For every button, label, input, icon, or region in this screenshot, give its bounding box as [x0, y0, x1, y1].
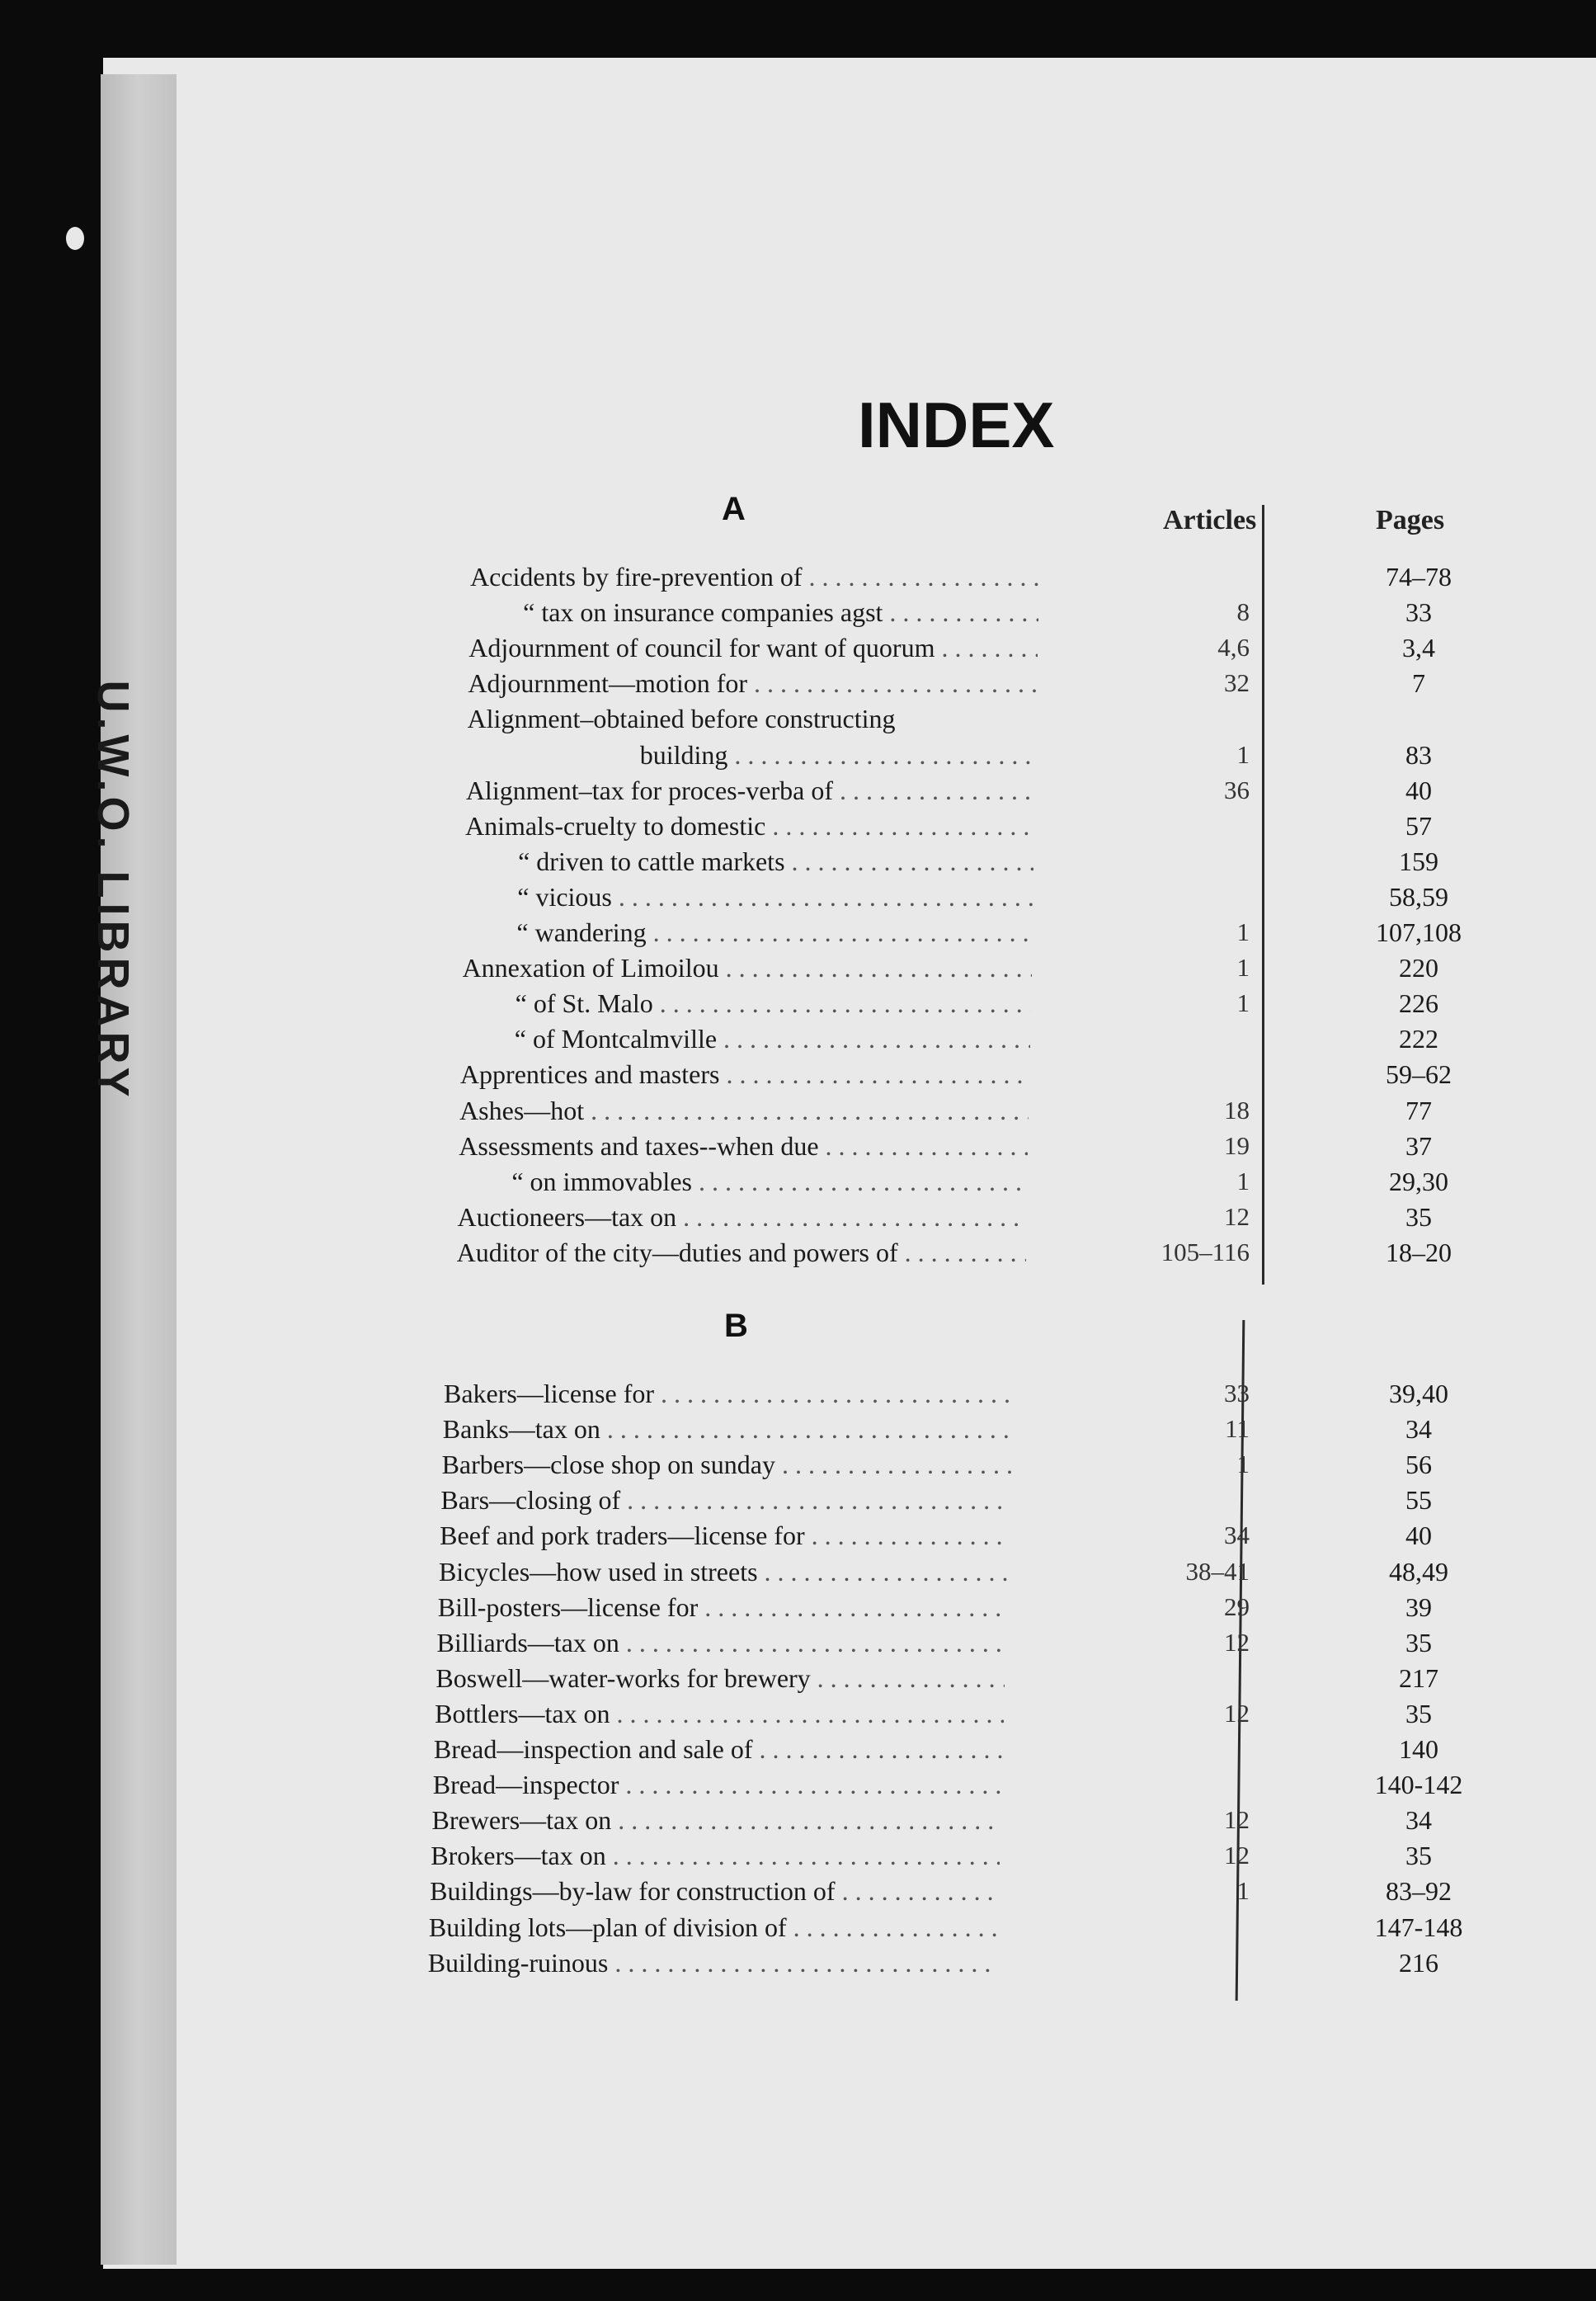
entry-text: “ wandering . . .: [516, 915, 1032, 950]
index-entry: [431, 1838, 1462, 1873]
index-entry: [463, 950, 1494, 985]
entry-pages: 7: [1411, 668, 1425, 699]
entry-articles: 12: [1223, 1201, 1250, 1231]
entry-articles: 1: [1236, 988, 1250, 1018]
entry-text: Bicycles—how used in streets . . .: [439, 1554, 1008, 1589]
entry-articles: 12: [1223, 1841, 1250, 1870]
articles-column-header: Articles: [1163, 505, 1257, 535]
entry-text: Animals-cruelty to domestic . . .: [465, 809, 1034, 843]
entry-text: Apprentices and masters . . .: [460, 1057, 1029, 1092]
scan-speck: [66, 227, 84, 250]
index-entry: [460, 1057, 1491, 1092]
entry-pages: 40: [1405, 1521, 1432, 1551]
entry-pages: 39,40: [1389, 1379, 1448, 1408]
entry-articles: 34: [1223, 1521, 1250, 1550]
index-entry: [468, 701, 1499, 736]
entry-pages: 226: [1398, 988, 1438, 1019]
index-entry: [430, 1874, 1461, 1908]
index-entry: [428, 1945, 1459, 1980]
index-entry: [438, 1590, 1469, 1624]
entry-pages: 159: [1398, 846, 1438, 876]
entry-text: Banks—tax on . . .: [443, 1412, 1012, 1446]
index-entry: [457, 1200, 1488, 1234]
entry-pages: 55: [1405, 1485, 1432, 1516]
entry-text: “ of Montcalmville . . .: [515, 1021, 1030, 1056]
book-spine: [101, 74, 177, 2265]
entry-text: Barbers—close shop on sunday . . .: [442, 1447, 1011, 1482]
entry-articles: 19: [1223, 1130, 1250, 1160]
index-entry: [467, 738, 1498, 772]
entry-pages: 74–78: [1386, 562, 1452, 592]
entry-articles: 1: [1236, 917, 1250, 946]
index-entry: [461, 1021, 1492, 1056]
entry-articles: 4,6: [1217, 633, 1250, 662]
entry-articles: 11: [1225, 1414, 1250, 1444]
entry-text: Bread—inspector . . .: [433, 1767, 1002, 1802]
entry-pages: 83: [1405, 739, 1432, 770]
entry-pages: 83–92: [1385, 1876, 1452, 1907]
entry-text: Bread—inspection and sale of . . .: [434, 1732, 1003, 1766]
entry-text: Buildings—by-law for construction of . . .: [430, 1874, 999, 1908]
index-entry: [432, 1803, 1463, 1837]
entry-text: Assessments and taxes--when due . . .: [459, 1129, 1028, 1163]
entry-pages: 216: [1398, 1947, 1438, 1978]
entry-text: building . . .: [640, 738, 1036, 772]
entry-pages: 140: [1398, 1734, 1438, 1764]
entry-text: Adjournment—motion for . . .: [468, 666, 1037, 700]
entry-articles: 12: [1223, 1698, 1250, 1728]
entry-articles: 105–116: [1161, 1237, 1250, 1266]
entry-text: Building-ruinous . . .: [428, 1945, 997, 1980]
index-entry: [459, 1129, 1490, 1163]
entry-articles: 12: [1223, 1805, 1250, 1835]
entry-articles: 33: [1224, 1379, 1250, 1407]
index-entry: [435, 1696, 1466, 1731]
index-entry: [462, 986, 1493, 1021]
entry-articles: 1: [1236, 1166, 1250, 1195]
entry-pages: 33: [1405, 597, 1432, 628]
entry-pages: 140-142: [1374, 1770, 1463, 1800]
section-letter-a: A: [722, 491, 746, 527]
entry-pages: 59–62: [1385, 1059, 1452, 1090]
index-entry: [440, 1483, 1471, 1517]
entry-text: Ashes—hot . . .: [459, 1093, 1029, 1128]
index-entry: [465, 809, 1496, 843]
index-entry: [466, 773, 1497, 808]
index-entry: [442, 1447, 1473, 1482]
entry-pages: 220: [1398, 953, 1438, 983]
entry-pages: 35: [1405, 1698, 1432, 1728]
entry-text: Building lots—plan of division of . . .: [429, 1910, 998, 1945]
entry-articles: 12: [1223, 1627, 1250, 1657]
entry-pages: 39: [1405, 1591, 1432, 1622]
pages-column-header: Pages: [1376, 505, 1445, 535]
entry-pages: 57: [1405, 810, 1432, 841]
entry-text: “ driven to cattle markets . . .: [518, 844, 1033, 879]
index-entry: [435, 1661, 1467, 1695]
entry-text: Brewers—tax on . . .: [432, 1803, 1001, 1837]
index-entry: [440, 1518, 1471, 1553]
entry-articles: 1: [1236, 739, 1250, 769]
entry-pages: 40: [1405, 775, 1432, 805]
index-entry: [437, 1625, 1468, 1660]
entry-text: “ tax on insurance companies agst . . .: [523, 595, 1038, 629]
entry-pages: 34: [1405, 1414, 1432, 1445]
index-entry: [459, 1093, 1490, 1128]
entry-articles: 1: [1236, 1876, 1250, 1906]
index-entry: [468, 666, 1499, 700]
entry-pages: 58,59: [1388, 881, 1448, 912]
index-entry: [469, 595, 1500, 629]
entry-text: Bars—closing of . . .: [440, 1483, 1010, 1517]
index-entry: [464, 879, 1495, 914]
entry-text: Billiards—tax on . . .: [437, 1625, 1006, 1660]
entry-text: Brokers—tax on . . .: [431, 1838, 1000, 1873]
index-entry: [463, 915, 1494, 950]
entry-articles: 32: [1223, 668, 1250, 698]
index-entry: [458, 1164, 1489, 1199]
entry-text: Auctioneers—tax on . . .: [457, 1200, 1026, 1234]
entry-pages: 48,49: [1388, 1556, 1448, 1587]
entry-pages: 107,108: [1375, 917, 1462, 947]
entry-pages: 18–20: [1385, 1237, 1452, 1267]
index-entry: [443, 1412, 1474, 1446]
entry-text: Alignment–tax for proces-verba of . . .: [466, 773, 1035, 808]
entry-text: Beef and pork traders—license for . . .: [440, 1518, 1009, 1553]
entry-text: Bill-posters—license for . . .: [438, 1590, 1007, 1624]
entry-pages: 147-148: [1374, 1912, 1463, 1942]
index-entry: [428, 1910, 1463, 1945]
index-entry: [464, 844, 1495, 879]
entry-text: Bottlers—tax on . . .: [435, 1696, 1004, 1731]
entry-pages: 34: [1405, 1805, 1432, 1836]
entry-articles: 1: [1236, 1450, 1250, 1479]
entry-pages: 29,30: [1388, 1166, 1448, 1196]
index-entry: [439, 1554, 1470, 1589]
entry-articles: 36: [1223, 775, 1250, 804]
entry-pages: 37: [1405, 1130, 1432, 1161]
section-letter-b: B: [724, 1308, 748, 1344]
library-stamp: U.W.O. LIBRARY: [88, 680, 138, 1102]
entry-pages: 222: [1398, 1024, 1438, 1054]
entry-text: Accidents by fire-prevention of . . .: [470, 559, 1039, 594]
entry-text: Annexation of Limoilou . . .: [463, 950, 1032, 985]
entry-text: “ vicious . . .: [517, 879, 1033, 914]
entry-pages: 77: [1405, 1095, 1432, 1125]
index-entry: [434, 1732, 1465, 1766]
entry-text: “ of St. Malo . . .: [516, 986, 1031, 1021]
page-title: INDEX: [858, 389, 1055, 461]
entry-pages: 3,4: [1401, 633, 1435, 663]
entry-text: Boswell—water-works for brewery . . .: [435, 1661, 1005, 1695]
entry-text: Adjournment of council for want of quorum . . .: [468, 630, 1038, 665]
entry-pages: 56: [1405, 1450, 1432, 1480]
index-entry: [468, 630, 1499, 665]
entry-pages: 35: [1405, 1841, 1432, 1871]
entry-articles: 38–41: [1185, 1556, 1250, 1586]
entry-articles: 8: [1236, 597, 1250, 627]
entry-text: “ on immovables . . .: [511, 1164, 1027, 1199]
index-entry: [457, 1235, 1488, 1270]
index-entry: [470, 559, 1501, 594]
index-entry: [433, 1767, 1464, 1802]
entry-text: Auditor of the city—duties and powers of . . .: [457, 1235, 1026, 1270]
entry-articles: 18: [1223, 1095, 1250, 1125]
entry-articles: 1: [1236, 953, 1250, 983]
entry-text: Bakers—license for . . .: [444, 1376, 1013, 1411]
entry-pages: 217: [1398, 1662, 1438, 1693]
entry-pages: 35: [1405, 1627, 1432, 1657]
index-entry: [444, 1376, 1475, 1411]
entry-articles: 29: [1223, 1591, 1250, 1621]
entry-pages: 35: [1405, 1201, 1432, 1232]
entry-text: Alignment–obtained before constructing: [467, 704, 896, 734]
